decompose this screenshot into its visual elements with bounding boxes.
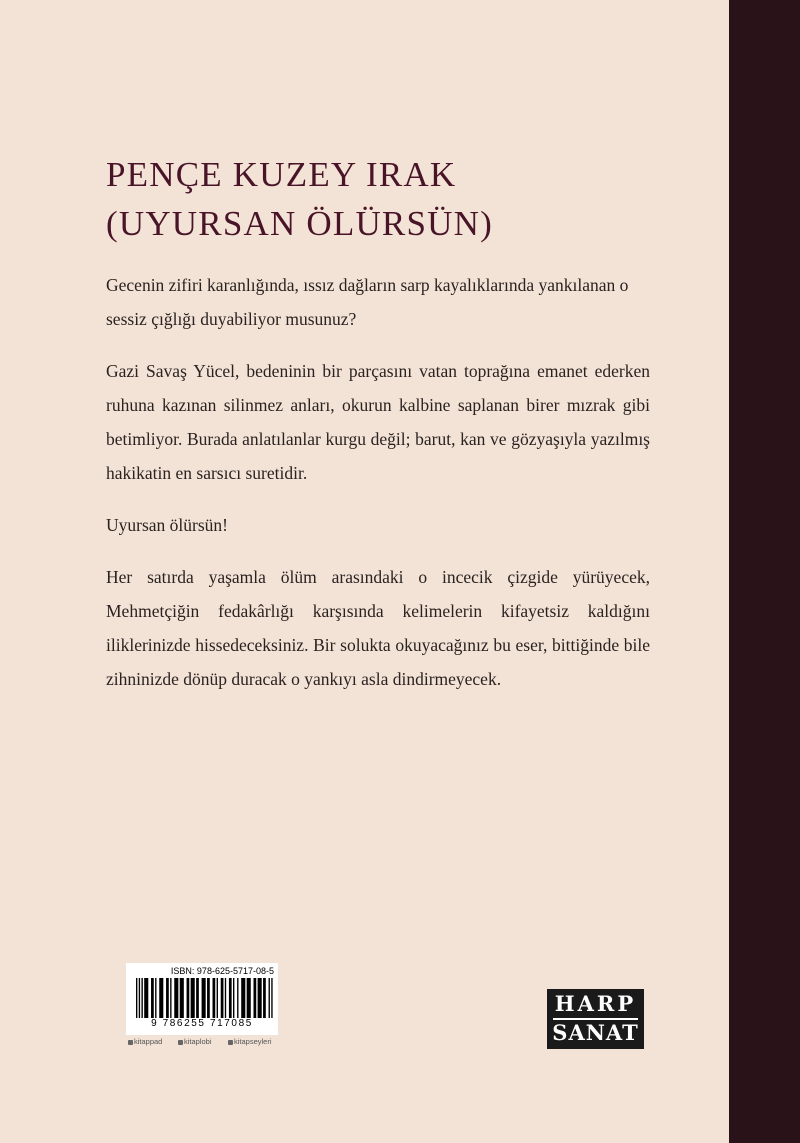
book-title (106, 150, 706, 248)
barcode-bar (144, 978, 148, 1018)
barcode-bar (258, 978, 262, 1018)
barcode-bar (196, 978, 199, 1018)
barcode-bar (174, 978, 178, 1018)
blurb-paragraph: Gazi Savaş Yücel, bedeninin bir parçasını vatan toprağına emanet ederken ruhuna kazınan silinmez anları, okurun kalbine saplanan birer mızrak gibi betimliyor. Burada anlatılanlar kurgu değil; barut, kan ve gözyaşıyla yazılmış hakikatin en sarsıcı suretidir. (106, 361, 650, 483)
barcode-bar (141, 978, 142, 1018)
title-line-1: PENÇE KUZEY IRAK (106, 155, 457, 194)
barcode-bar (155, 978, 156, 1018)
publisher-logo-line-1: HARP (554, 991, 637, 1016)
publisher-logo (547, 989, 644, 1049)
barcode-bar (187, 978, 190, 1018)
book-spine (729, 0, 800, 1143)
barcode-bar (237, 978, 238, 1018)
isbn-label: ISBN: 978-625-5717-08-5 (170, 966, 274, 976)
barcode-bar (254, 978, 257, 1018)
blurb-paragraph: Gecenin zifiri karanlığında, ıssız dağların sarp kayalıklarında yankılanan o sessiz çığlığı duyabiliyor musunuz? (106, 275, 629, 329)
barcode-bar (159, 978, 163, 1018)
barcode-bar (151, 978, 154, 1018)
barcode-bar (247, 978, 251, 1018)
retailer-logo: kitaplobi (178, 1037, 212, 1046)
back-cover-blurb (106, 268, 650, 714)
barcode-bar (213, 978, 216, 1018)
barcode-bar (207, 978, 210, 1018)
retailer-icon (128, 1040, 133, 1045)
blurb-paragraph: Her satırda yaşamla ölüm arasındaki o incecik çizgide yürüyecek, Mehmetçiğin fedakârlığı karşısında kelimelerin kifayetsiz kaldığını iliklerinizde hissedeceksiniz. Bir solukta okuyacağınız bu eser, bittiğinde bile zihninizde dönüp duracak o yankıyı asla dindirmeyecek. (106, 567, 650, 689)
barcode-bar (241, 978, 245, 1018)
barcode-bar (233, 978, 234, 1018)
title-line-2: (UYURSAN ÖLÜRSÜN) (106, 204, 493, 243)
isbn-barcode (126, 963, 278, 1035)
barcode-bar (139, 978, 140, 1018)
barcode-bar (225, 978, 226, 1018)
retailer-logos (128, 1037, 288, 1051)
publisher-logo-line-2: SANAT (552, 1020, 639, 1045)
barcode-bar (221, 978, 224, 1018)
blurb-paragraph: Uyursan ölürsün! (106, 515, 228, 535)
retailer-logo: kitapseyleri (228, 1037, 272, 1046)
retailer-icon (178, 1040, 183, 1045)
barcode-bar (229, 978, 232, 1018)
barcode-bar (166, 978, 169, 1018)
barcode-bars (136, 978, 274, 1018)
barcode-bar (269, 978, 270, 1018)
barcode-bar (136, 978, 137, 1018)
barcode-bar (271, 978, 272, 1018)
barcode-number: 9 786255 717085 (151, 1018, 253, 1029)
barcode-bar (170, 978, 171, 1018)
barcode-bar (191, 978, 195, 1018)
retailer-icon (228, 1040, 233, 1045)
barcode-bar (263, 978, 266, 1018)
barcode-bar (202, 978, 206, 1018)
barcode-bar (217, 978, 218, 1018)
barcode-bar (180, 978, 184, 1018)
retailer-logo: kitappad (128, 1037, 162, 1046)
